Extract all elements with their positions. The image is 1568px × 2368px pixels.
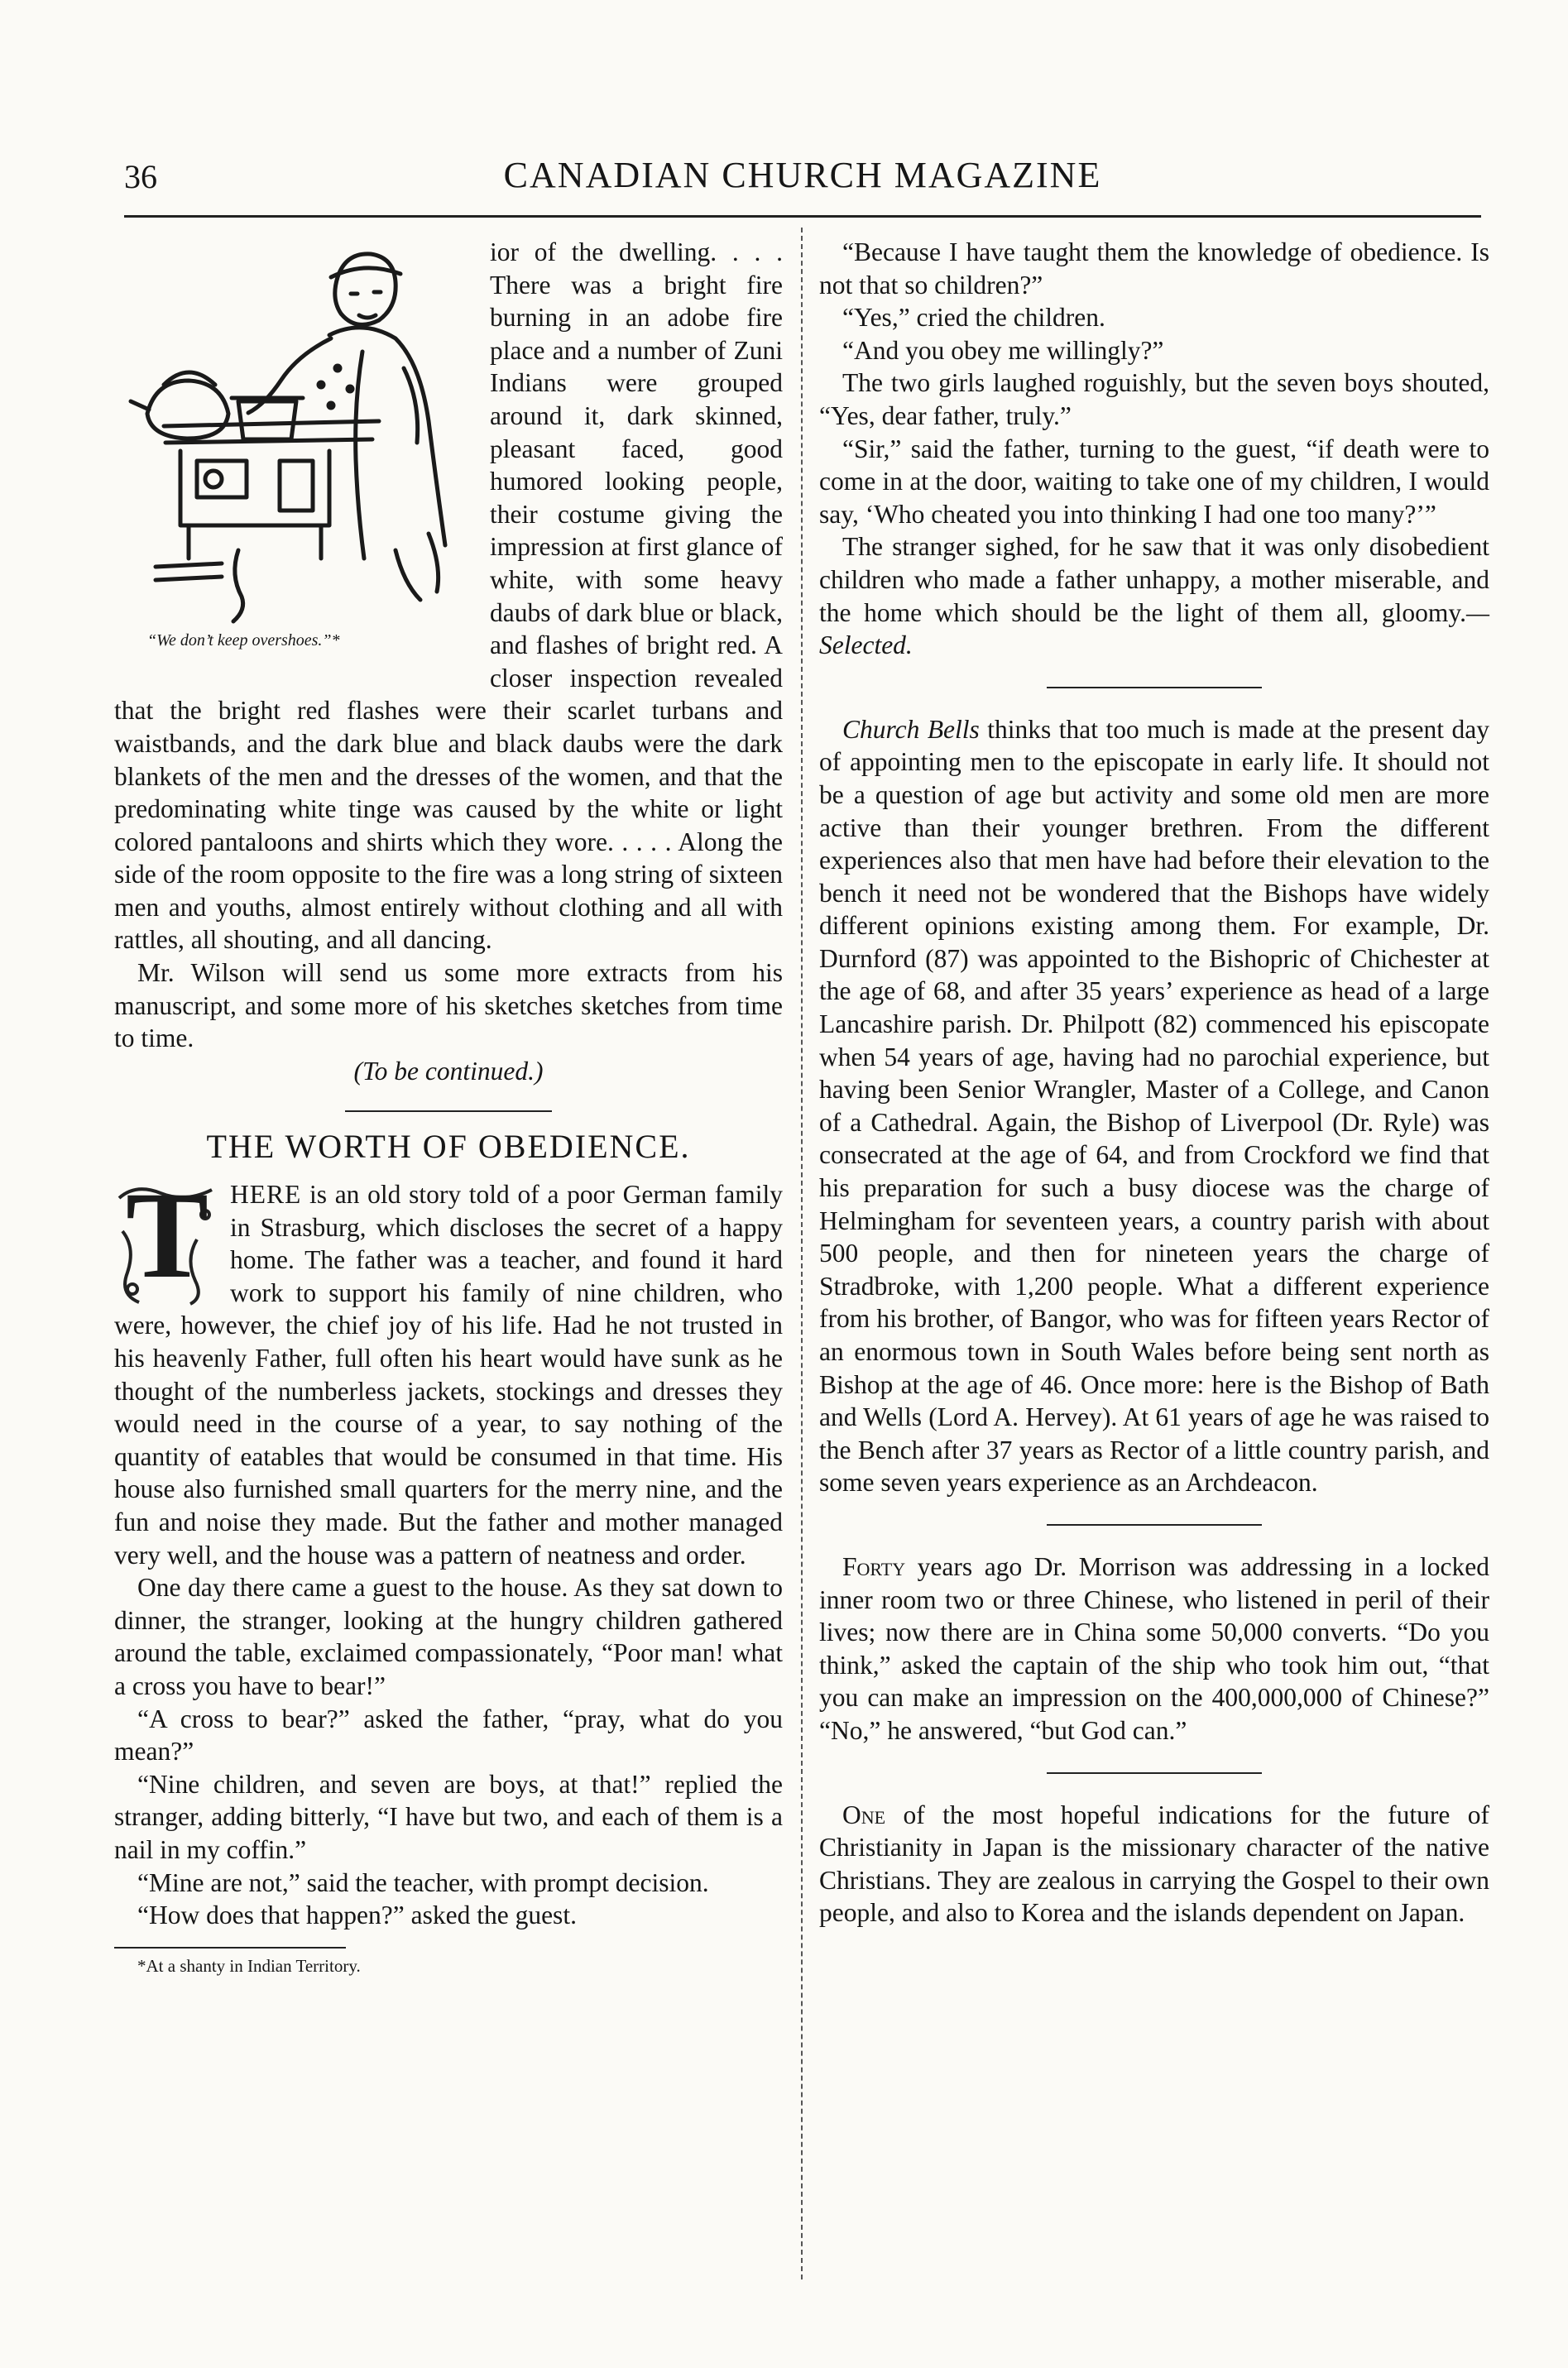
section-rule-japan — [1047, 1772, 1262, 1774]
church-bells-text: thinks that too much is made at the present day of appointing men to the episcopate in early life. It should not be a question of age but activity and some old men are more active than their younger brethren. From the different experiences also that men have had before their elevation to the bench it need not be wondered that the Bishops have widely different opinions existing among them. For example, Dr. Durnford (87) was appointed to the Bishopric of Chichester at the age of 68, and after 35 years’ experience as head of a large Lancashire parish. Dr. Philpott (82) commenced his episcopate when 54 years of age, having had no parochial experience, but having been Senior Wrangler, Master of a College, and Canon of a Cathedral. Again, the Bishop of Liverpool (Dr. Ryle) was consecrated at the age of 64, and from Crockford we find that his preparation for such a busy diocese was the charge of Helmingham for seventeen years, a country parish with about 500 people, and then for nineteen years the charge of Stradbroke, with 1,200 people. What a different experience from his brother, of Bangor, who was for fifteen years Rector of an enormous town in South Wales before being sent north as Bishop at the age of 46. Once more: here is the Bishop of Bath and Wells (Lord A. Hervey). At 61 years of age he was raised to the Bench after 37 years as Rector of a little country parish, and some seven years experience as an Archdeacon. — [819, 714, 1489, 1498]
selected-credit: —Selected. — [819, 597, 1489, 660]
obedience-paragraph-3: “A cross to bear?” asked the father, “pray, what do you mean?” — [114, 1704, 783, 1766]
obedience-continuation-5: “Sir,” said the father, turning to the guest, “if death were to come in at the door, waiting to take one of my children, I would say, ‘Who cheated you into thinking I had one too many?’” — [819, 434, 1489, 529]
footnote-rule — [114, 1947, 346, 1949]
illustration-caption: “We don’t keep overshoes.”* — [147, 631, 340, 650]
obedience-paragraph-1-text: is an old story told of a poor German family in Strasburg, which discloses the secret of a happy home. The father was a teacher, and found it hard work to support his family of nine children, who were, however, the chief joy of his life. Had he not trusted in his heavenly Father, full often his heart would have sunk as he thought of the numberless jackets, stockings and dresses they would need in the course of a year, to say nothing of the quantity of eatables that would be consumed in that time. His house also furnished small quarters for the merry nine, and the fun and noise they made. But the father and mother managed very well, and the house was a pattern of neatness and order. — [114, 1180, 784, 1570]
morrison-paragraph — [819, 1551, 1489, 1747]
church-bells-paragraph — [819, 713, 1489, 1499]
dropcap-letter: T — [126, 1167, 209, 1305]
footnote: *At a shanty in Indian Territory. — [137, 1955, 361, 1976]
obedience-paragraph-4: “Nine children, and seven are boys, at that!” replied the stranger, adding bitterly, “I have but two, and each of them is a nail in my coffin.” — [114, 1769, 783, 1864]
section-rule — [345, 1110, 552, 1112]
obedience-paragraph-6: “How does that happen?” asked the guest. — [137, 1901, 577, 1930]
japan-text: of the most hopeful indications for the future of Christianity in Japan is the missionary character of the native Christians. They are zealous in carrying the Gospel to their own people, and also to Korea and the islands dependent on Japan. — [819, 1800, 1490, 1928]
section-rule-church-bells — [1047, 687, 1262, 688]
obedience-paragraph-2: One day there came a guest to the house. As they sat down to dinner, the stranger, looking at the hungry children gathered around the table, exclaimed compassionately, “Poor man! what a cross you have to bear!” — [114, 1573, 783, 1700]
first-word: HERE — [230, 1180, 302, 1210]
japan-lead: One — [842, 1800, 886, 1829]
page-number: 36 — [124, 158, 157, 195]
wilson-paragraph: Mr. Wilson will send us some more extracts from his manuscript, and some more of his sketches sketches from time to time. — [114, 958, 783, 1053]
right-column — [819, 236, 1489, 1929]
article-title: THE WORTH OF OBEDIENCE. — [206, 1128, 691, 1166]
zuni-description-paragraph: ior of the dwelling. . . . There was a bright fire burning in an adobe fire place and a number of Zuni Indians were grouped around it, dark skinned, pleasant faced, good humored looking people, their costume giving the impression at first glance of white, with some heavy daubs of dark blue or black, and flashes of bright red. A closer inspection revealed that the bright red flashes were their scarlet turbans and waistbands, and the dark blue and black daubs were the dark blankets of the men and the dresses of the women, and that the predominating white tinge was caused by the white or light colored pantaloons and shirts which they wore. . . . . Along the side of the room opposite to the fire was a long string of sixteen men and youths, almost entirely without clothing and all with rattles, all shouting, and all dancing. — [114, 237, 783, 955]
church-bells-lead: Church Bells — [842, 714, 980, 744]
header-rule — [124, 215, 1481, 218]
obedience-paragraph-5: “Mine are not,” said the teacher, with prompt decision. — [137, 1867, 709, 1897]
obedience-continuation-1: “Because I have taught them the knowledge of obedience. Is not that so children?” — [819, 237, 1489, 300]
morrison-text: years ago Dr. Morrison was addressing in a locked inner room two or three Chinese, who listened in peril of their lives; now there are in China some 50,000 converts. “Do you think,” asked the captain of the ship who took him out, “that you can make an impression on the 400,000,000 of Chinese?” “No,” he answered, “but God can.” — [819, 1551, 1489, 1745]
japan-paragraph — [819, 1799, 1489, 1929]
stranger-paragraph-text: The stranger sighed, for he saw that it was only disobedient children who made a father unhappy, a mother miserable, and the home which should be the light of them all, gloomy. — [819, 532, 1489, 627]
column-divider — [801, 228, 803, 2279]
masthead: CANADIAN CHURCH MAGAZINE — [503, 155, 1102, 195]
cook-illustration — [114, 236, 478, 674]
obedience-continuation-4: The two girls laughed roguishly, but the seven boys shouted, “Yes, dear father, truly.” — [819, 368, 1489, 430]
ornamental-dropcap — [114, 1167, 222, 1306]
morrison-lead: Forty — [842, 1551, 906, 1581]
obedience-continuation-3: “And you obey me willingly?” — [842, 335, 1164, 365]
cook-at-stove-drawing — [114, 236, 478, 625]
stranger-paragraph — [819, 530, 1489, 661]
left-column — [114, 236, 783, 1977]
to-be-continued-note: (To be continued.) — [353, 1056, 544, 1086]
obedience-continuation-2: “Yes,” cried the children. — [842, 303, 1105, 333]
section-rule-morrison — [1047, 1524, 1262, 1526]
page-header — [124, 149, 1481, 207]
